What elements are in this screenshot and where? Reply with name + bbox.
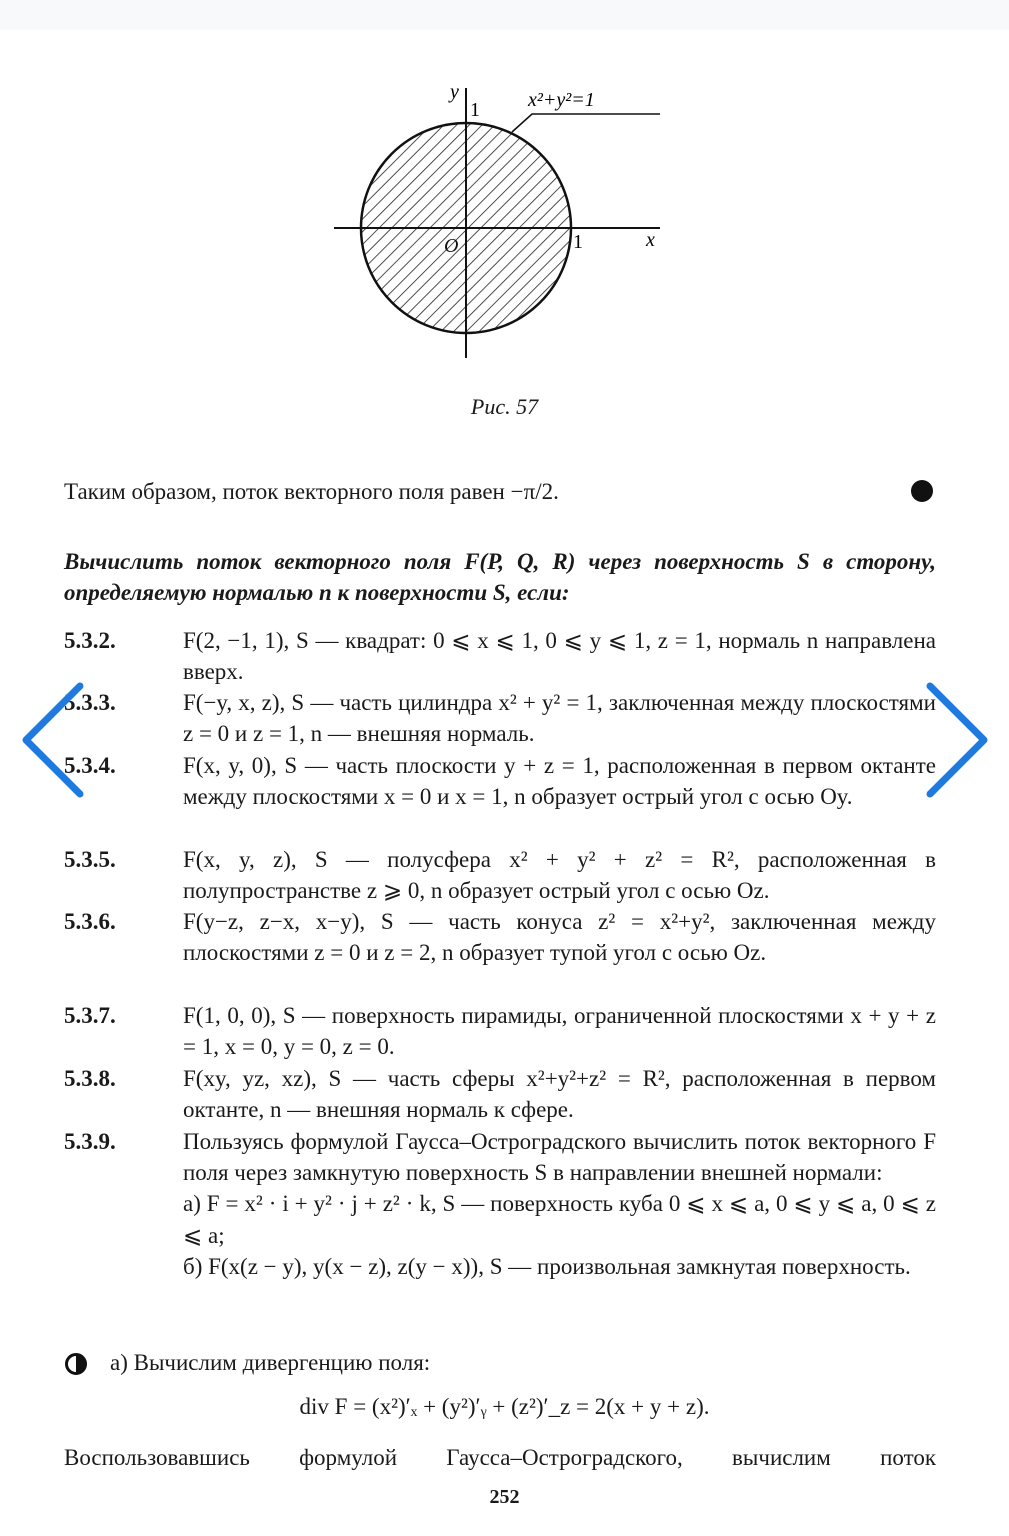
problem-text: F(y−z, z−x, x−y), S — часть конуса z² = x²+y², заключенная между плоскостями z = 0 и z = 2, n образует тупой угол с осью Oz. (183, 909, 936, 966)
problem-item (64, 625, 936, 687)
solution-intro: а) Вычислим дивергенцию поля: (110, 1350, 431, 1375)
problem-text: F(x, y, 0), S — часть плоскости y + z = 1, расположенная в первом октанте между плоскостями x = 0 и x = 1, n образует острый угол с осью Oy. (183, 753, 936, 810)
problem-number: 5.3.3. (64, 690, 116, 715)
problem-text: F(−y, x, z), S — часть цилиндра x² + y² = 1, заключенная между плоскостями z = 0 и z = 1, n — внешняя нормаль. (183, 690, 936, 747)
divergence-formula: div F = (x²)′ₓ + (y²)′ᵧ + (z²)′_z = 2(x + y + z). (299, 1394, 710, 1419)
problem-item (64, 906, 936, 968)
hatched-area (320, 70, 680, 370)
task-statement: Вычислить поток векторного поля F(P, Q, R) через поверхность S в сторону, определяемую нормалью n к поверхности S, если: (64, 549, 936, 605)
problem-number: 5.3.7. (64, 1003, 116, 1028)
problem-text: F(xy, yz, xz), S — часть сферы x²+y²+z² = R², расположенная в первом октанте, n — внешняя нормаль к сфере. (183, 1066, 936, 1123)
problem-text: Пользуясь формулой Гаусса–Остроградского вычислить поток векторного F поля через замкнутую поверхность S в направлении внешней нормали: (183, 1129, 936, 1186)
problem-item (64, 844, 936, 906)
curve-label: x²+y²=1 (528, 89, 595, 111)
problem-text: F(x, y, z), S — полусфера x² + y² + z² = R², расположенная в полупространстве z ⩾ 0, n образует острый угол с осью Oz. (183, 847, 936, 904)
problem-number: 5.3.9. (64, 1129, 116, 1154)
y-tick-label: 1 (470, 99, 480, 121)
subproblem-a: а) F = x² · i + y² · j + z² · k, S — поверхность куба 0 ⩽ x ⩽ a, 0 ⩽ y ⩽ a, 0 ⩽ z ⩽ a; (183, 1191, 936, 1248)
problem-number: 5.3.2. (64, 628, 116, 653)
problem-item (64, 750, 936, 812)
problem-number: 5.3.6. (64, 909, 116, 934)
problem-item (64, 1063, 936, 1125)
page-number: 252 (489, 1486, 520, 1508)
problem-number: 5.3.5. (64, 847, 116, 872)
origin-label: O (444, 235, 459, 257)
problem-item (64, 1126, 936, 1282)
figure-circle-region (320, 70, 680, 370)
next-page-chevron-right-icon[interactable] (922, 680, 992, 800)
conclusion-text: Таким образом, поток векторного поля равен −π/2. (64, 479, 559, 504)
problem-number: 5.3.8. (64, 1066, 116, 1091)
figure-caption: Рис. 57 (470, 394, 539, 419)
subproblem-b: б) F(x(z − y), y(x − z), z(y − x)), S — произвольная замкнутая поверхность. (183, 1253, 911, 1279)
end-of-solution-marker (911, 480, 933, 502)
problem-item (64, 1000, 936, 1062)
previous-page-chevron-left-icon[interactable] (18, 680, 88, 800)
problem-text: F(2, −1, 1), S — квадрат: 0 ⩽ x ⩽ 1, 0 ⩽ y ⩽ 1, z = 1, нормаль n направлена вверх. (183, 628, 936, 685)
y-axis-label: y (450, 81, 459, 103)
problem-number: 5.3.4. (64, 753, 116, 778)
leader-line (512, 114, 660, 132)
viewer-top-bar (0, 0, 1009, 30)
x-tick-label: 1 (573, 231, 583, 253)
continuation-text: Воспользовавшись формулой Гаусса–Остроградского, вычислим поток (64, 1445, 936, 1470)
solution-start-icon (64, 1352, 88, 1376)
x-axis-label: x (646, 229, 655, 251)
problem-item (64, 687, 936, 749)
problem-text: F(1, 0, 0), S — поверхность пирамиды, ограниченной плоскостями x + y + z = 1, x = 0, y = 0, z = 0. (183, 1003, 936, 1060)
